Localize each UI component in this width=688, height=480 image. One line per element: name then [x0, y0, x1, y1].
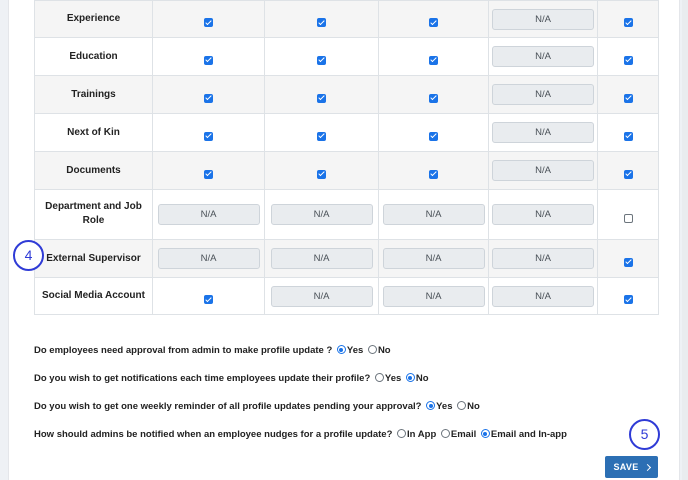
table-cell [153, 190, 265, 240]
checkbox-checked[interactable] [317, 56, 326, 65]
radio-email-and-in-app-label: Email and In-app [490, 429, 567, 440]
table-cell [153, 152, 265, 190]
checkbox-checked[interactable] [624, 56, 633, 65]
table-cell [265, 76, 379, 114]
na-field: N/A [383, 248, 485, 269]
row-label-education: Education [35, 38, 153, 76]
table-cell [379, 152, 489, 190]
row-label-next-of-kin: Next of Kin [35, 114, 153, 152]
table-cell [598, 190, 659, 240]
scrollbar-track[interactable] [682, 0, 688, 480]
row-label-social-media-account: Social Media Account [35, 278, 153, 315]
save-label: SAVE [613, 462, 639, 472]
question-update-notifications [34, 372, 674, 400]
checkbox-checked[interactable] [624, 258, 633, 267]
table-cell [379, 38, 489, 76]
checkbox-checked[interactable] [429, 132, 438, 141]
checkbox-checked[interactable] [429, 18, 438, 27]
na-field: N/A [492, 160, 594, 181]
na-field: N/A [492, 122, 594, 143]
radio-no[interactable] [406, 373, 415, 382]
checkbox-checked[interactable] [204, 170, 213, 179]
table-row [35, 278, 659, 315]
profile-permissions-table [34, 0, 659, 315]
na-field: N/A [158, 248, 260, 269]
row-label-documents: Documents [35, 152, 153, 190]
table-cell [265, 38, 379, 76]
chevron-right-icon [643, 463, 650, 470]
checkbox-checked[interactable] [204, 56, 213, 65]
radio-email-label: Email [450, 429, 477, 440]
approval-settings [34, 344, 674, 456]
table-row [35, 114, 659, 152]
checkbox-checked[interactable] [429, 170, 438, 179]
table-cell [153, 278, 265, 315]
table-row [35, 240, 659, 278]
question-nudge-notification [34, 428, 674, 456]
checkbox-checked[interactable] [624, 132, 633, 141]
row-label-external-supervisor: External Supervisor [35, 240, 153, 278]
checkbox-checked[interactable] [204, 94, 213, 103]
table-cell [489, 190, 598, 240]
checkbox-checked[interactable] [624, 18, 633, 27]
radio-email-and-in-app[interactable] [481, 429, 490, 438]
question-weekly-reminder [34, 400, 674, 428]
checkbox-checked[interactable] [317, 170, 326, 179]
table-cell [598, 114, 659, 152]
table-cell [153, 1, 265, 38]
checkbox-checked[interactable] [429, 94, 438, 103]
table-cell [379, 240, 489, 278]
table-cell [598, 152, 659, 190]
na-field: N/A [492, 286, 594, 307]
table-cell [598, 1, 659, 38]
checkbox-checked[interactable] [204, 18, 213, 27]
checkbox-checked[interactable] [624, 170, 633, 179]
radio-email[interactable] [441, 429, 450, 438]
table-cell [489, 152, 598, 190]
checkbox-checked[interactable] [204, 295, 213, 304]
na-field: N/A [492, 248, 594, 269]
radio-yes[interactable] [337, 345, 346, 354]
radio-no[interactable] [368, 345, 377, 354]
row-label-department-and-job-role: Department and Job Role [35, 190, 153, 240]
na-field: N/A [158, 204, 260, 225]
step-marker-4: 4 [13, 240, 44, 271]
row-label-experience: Experience [35, 1, 153, 38]
na-field: N/A [271, 286, 373, 307]
na-field: N/A [271, 204, 373, 225]
radio-in-app[interactable] [397, 429, 406, 438]
na-field: N/A [492, 84, 594, 105]
table-cell [379, 190, 489, 240]
table-cell [489, 278, 598, 315]
table-cell [265, 114, 379, 152]
table-cell [489, 1, 598, 38]
table-cell [379, 278, 489, 315]
table-cell [489, 114, 598, 152]
radio-yes-label: Yes [384, 373, 402, 384]
radio-in-app-label: In App [407, 429, 437, 440]
table-row [35, 1, 659, 38]
table-cell [489, 240, 598, 278]
step-marker-5: 5 [629, 419, 660, 450]
table-cell [265, 190, 379, 240]
table-row [35, 152, 659, 190]
table-cell [489, 76, 598, 114]
radio-no-label: No [467, 401, 480, 412]
table-cell [153, 240, 265, 278]
na-field: N/A [492, 46, 594, 67]
table-row [35, 38, 659, 76]
table-cell [265, 1, 379, 38]
checkbox-checked[interactable] [429, 56, 438, 65]
na-field: N/A [383, 204, 485, 225]
table-cell [153, 38, 265, 76]
radio-yes[interactable] [426, 401, 435, 410]
table-cell [598, 76, 659, 114]
table-cell [489, 38, 598, 76]
checkbox-checked[interactable] [624, 295, 633, 304]
radio-yes-label: Yes [346, 345, 364, 356]
question-text: Do employees need approval from admin to make profile update ? [34, 345, 333, 356]
table-row [35, 76, 659, 114]
table-cell [379, 114, 489, 152]
table-cell [265, 278, 379, 315]
checkbox-unchecked[interactable] [624, 214, 633, 223]
radio-yes-label: Yes [436, 401, 453, 412]
checkbox-checked[interactable] [317, 18, 326, 27]
table-row [35, 190, 659, 240]
radio-no[interactable] [457, 401, 466, 410]
checkbox-checked[interactable] [317, 132, 326, 141]
table-cell [598, 38, 659, 76]
question-text: How should admins be notified when an employee nudges for a profile update? [34, 429, 393, 440]
save-button[interactable] [605, 456, 658, 478]
question-text: Do you wish to get one weekly reminder of all profile updates pending your approval? [34, 401, 422, 412]
table-cell [265, 152, 379, 190]
radio-no-label: No [415, 373, 429, 384]
na-field: N/A [383, 286, 485, 307]
na-field: N/A [271, 248, 373, 269]
question-text: Do you wish to get notifications each time employees update their profile? [34, 373, 371, 384]
checkbox-checked[interactable] [624, 94, 633, 103]
na-field: N/A [492, 9, 594, 30]
table-cell [379, 76, 489, 114]
table-cell [598, 240, 659, 278]
radio-no-label: No [377, 345, 391, 356]
table-cell [598, 278, 659, 315]
table-cell [265, 240, 379, 278]
radio-yes[interactable] [375, 373, 384, 382]
table-cell [153, 76, 265, 114]
table-cell [379, 1, 489, 38]
checkbox-checked[interactable] [204, 132, 213, 141]
checkbox-checked[interactable] [317, 94, 326, 103]
question-admin-approval [34, 344, 674, 372]
row-label-trainings: Trainings [35, 76, 153, 114]
table-cell [153, 114, 265, 152]
na-field: N/A [492, 204, 594, 225]
